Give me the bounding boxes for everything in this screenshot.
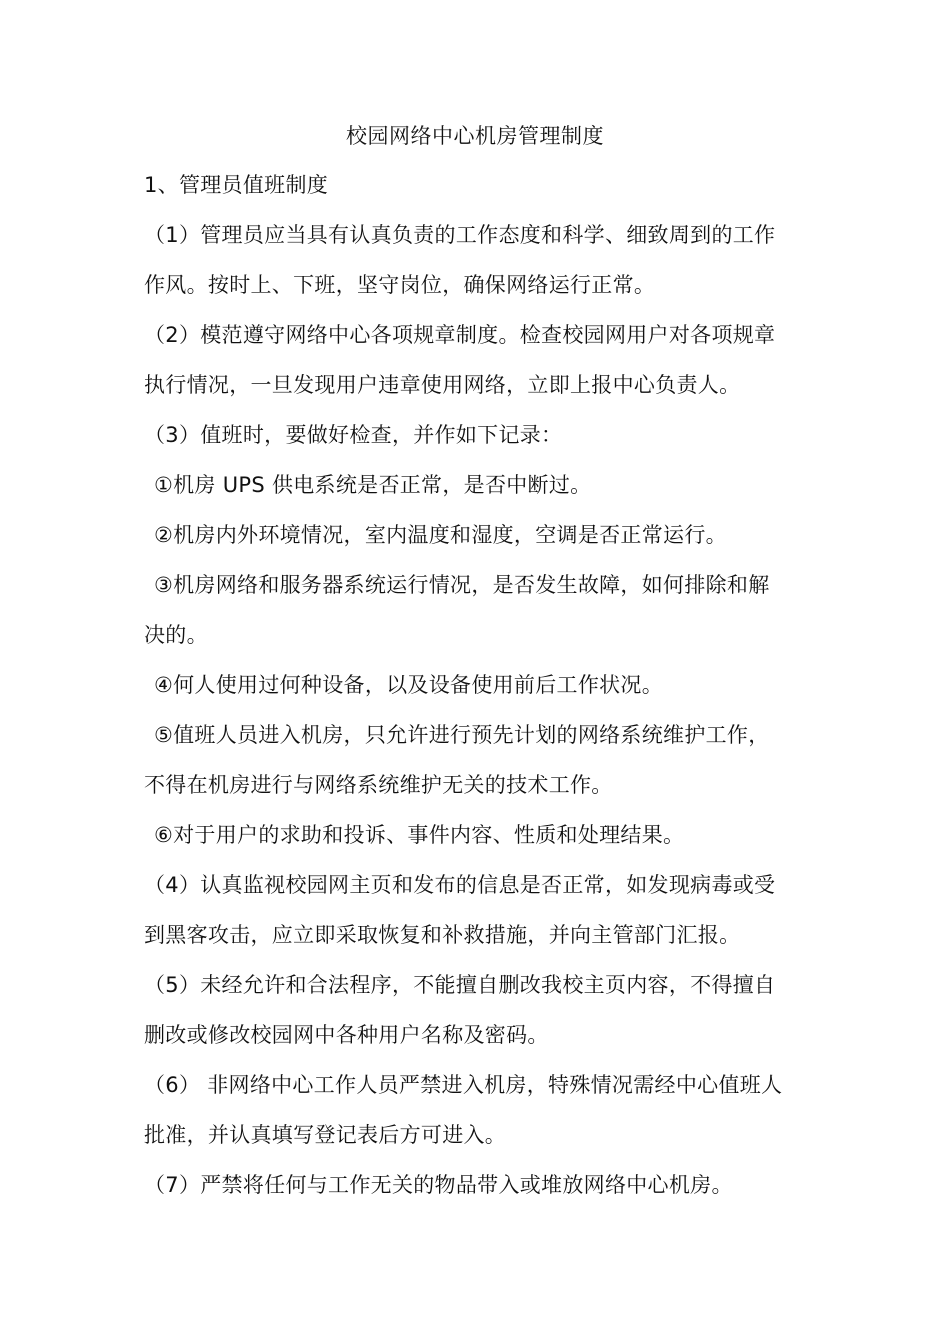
paragraph-line: 作风。按时上、下班，坚守岗位，确保网络运行正常。	[144, 273, 656, 297]
list-item-line: ③机房网络和服务器系统运行情况，是否发生故障，如何排除和解	[154, 573, 770, 597]
paragraph-line: 删改或修改校园网中各种用户名称及密码。	[144, 1023, 549, 1047]
paragraph-line: 不得在机房进行与网络系统维护无关的技术工作。	[144, 773, 613, 797]
list-item-line: ④何人使用过何种设备，以及设备使用前后工作状况。	[154, 673, 664, 697]
list-item-line: ①机房 UPS 供电系统是否正常，是否中断过。	[154, 473, 592, 497]
paragraph-line: 到黑客攻击，应立即采取恢复和补救措施，并向主管部门汇报。	[144, 923, 741, 947]
paragraph-line: （2）模范遵守网络中心各项规章制度。检查校园网用户对各项规章	[144, 323, 776, 347]
paragraph-line: 执行情况，一旦发现用户违章使用网络，立即上报中心负责人。	[144, 373, 741, 397]
paragraph-line: （5）未经允许和合法程序，不能擅自删改我校主页内容，不得擅自	[144, 973, 776, 997]
paragraph-line: （6） 非网络中心工作人员严禁进入机房，特殊情况需经中心值班人	[144, 1073, 783, 1097]
paragraph-line: （7）严禁将任何与工作无关的物品带入或堆放网络中心机房。	[144, 1173, 733, 1197]
paragraph-line: （1）管理员应当具有认真负责的工作态度和科学、细致周到的工作	[144, 223, 776, 247]
document-title: 校园网络中心机房管理制度	[346, 124, 604, 148]
paragraph-line: （3）值班时，要做好检查，并作如下记录：	[144, 423, 563, 447]
paragraph-line: 决的。	[144, 623, 208, 647]
paragraph-line: （4）认真监视校园网主页和发布的信息是否正常，如发现病毒或受	[144, 873, 776, 897]
paragraph-line: 批准，并认真填写登记表后方可进入。	[144, 1123, 507, 1147]
list-item-line: ②机房内外环境情况，室内温度和湿度，空调是否正常运行。	[154, 523, 727, 547]
document-body	[144, 170, 814, 1220]
list-item-line: ⑤值班人员进入机房，只允许进行预先计划的网络系统维护工作，	[154, 723, 770, 747]
list-item-line: ⑥对于用户的求助和投诉、事件内容、性质和处理结果。	[154, 823, 685, 847]
section-heading: 1、管理员值班制度	[144, 173, 329, 197]
